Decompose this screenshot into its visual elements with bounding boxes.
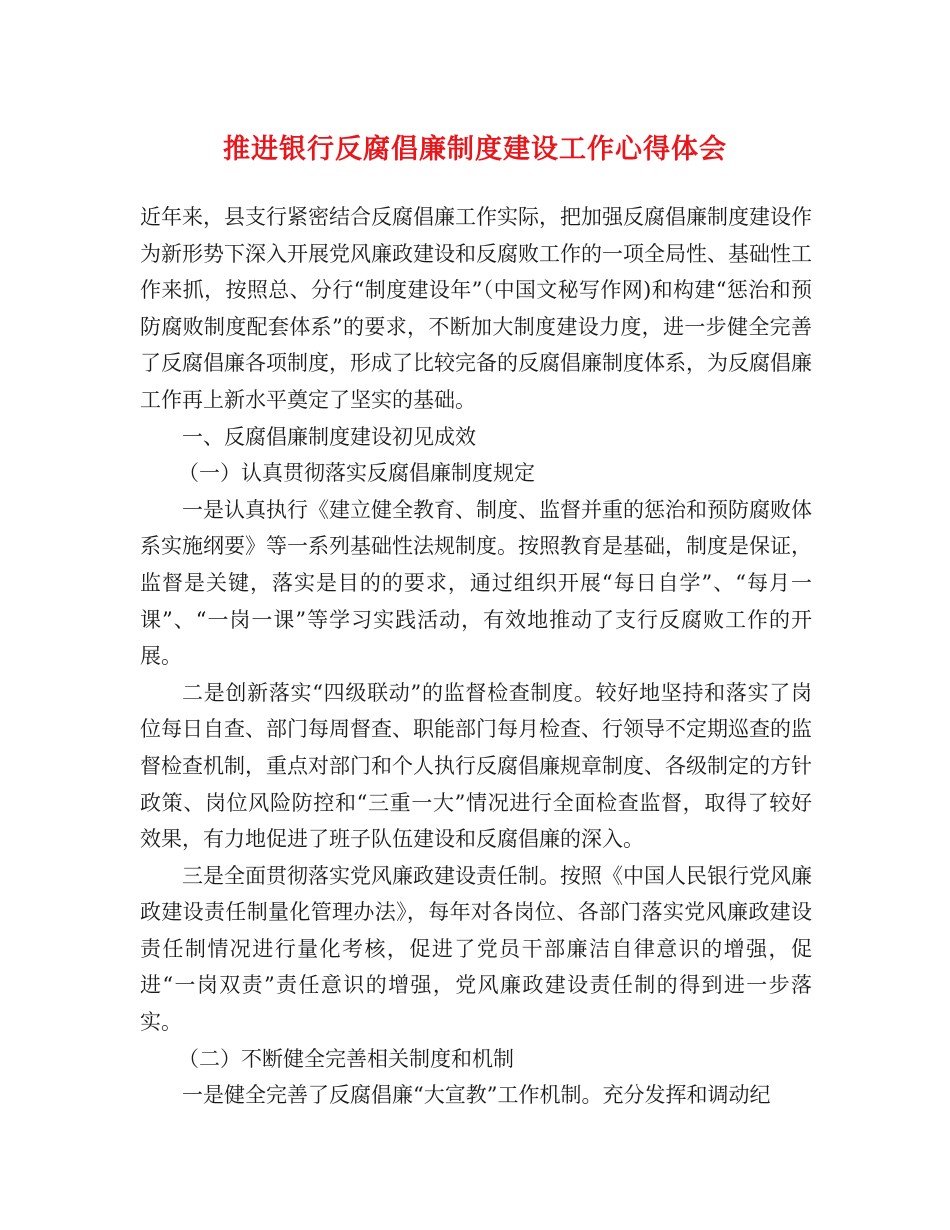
document-title: 推进银行反腐倡廉制度建设工作心得体会 [223, 134, 727, 165]
section-heading-1: 一、反腐倡廉制度建设初见成效 [182, 424, 476, 449]
subsection-heading-1: （一）认真贯彻落实反腐倡廉制度规定 [178, 461, 535, 486]
paragraph-point-3: 三是全面贯彻落实党风廉政建设责任制。按照《中国人民银行党风廉政建设责任制量化管理办法》，每年对各岗位、各部门落实党风廉政建设责任制情况进行量化考核，促进了党员干部廉洁自律意识的增强，促进“一岗双责”责任意识的增强，党风廉政建设责任制的得到进一步落实。 [140, 863, 812, 1035]
subsection-heading-2: （二）不断健全完善相关制度和机制 [178, 1046, 514, 1071]
paragraph-point-2: 二是创新落实“四级联动”的监督检查制度。较好地坚持和落实了岗位每日自查、部门每周督查、职能部门每月检查、行领导不定期巡查的监督检查机制，重点对部门和个人执行反腐倡廉规章制度、各级制定的方针政策、岗位风险防控和“三重一大”情况进行全面检查监督，取得了较好效果，有力地促进了班子队伍建设和反腐倡廉的深入。 [140, 680, 812, 852]
paragraph-point-4: 一是健全完善了反腐倡廉“大宣教”工作机制。充分发挥和调动纪 [182, 1083, 771, 1108]
intro-paragraph: 近年来，县支行紧密结合反腐倡廉工作实际，把加强反腐倡廉制度建设作为新形势下深入开展党风廉政建设和反腐败工作的一项全局性、基础性工作来抓，按照总、分行“制度建设年”（中国文秘写作网)和构建“惩治和预防腐败制度配套体系”的要求，不断加大制度建设力度，进一步健全完善了反腐倡廉各项制度，形成了比较完备的反腐倡廉制度体系，为反腐倡廉工作再上新水平奠定了坚实的基础。 [140, 205, 812, 412]
paragraph-point-1: 一是认真执行《建立健全教育、制度、监督并重的惩治和预防腐败体系实施纲要》等一系列基础性法规制度。按照教育是基础，制度是保证，监督是关键，落实是目的的要求，通过组织开展“每日自学”、“每月一课”、“一岗一课”等学习实践活动，有效地推动了支行反腐败工作的开展。 [140, 497, 812, 669]
document-body [140, 199, 812, 1114]
